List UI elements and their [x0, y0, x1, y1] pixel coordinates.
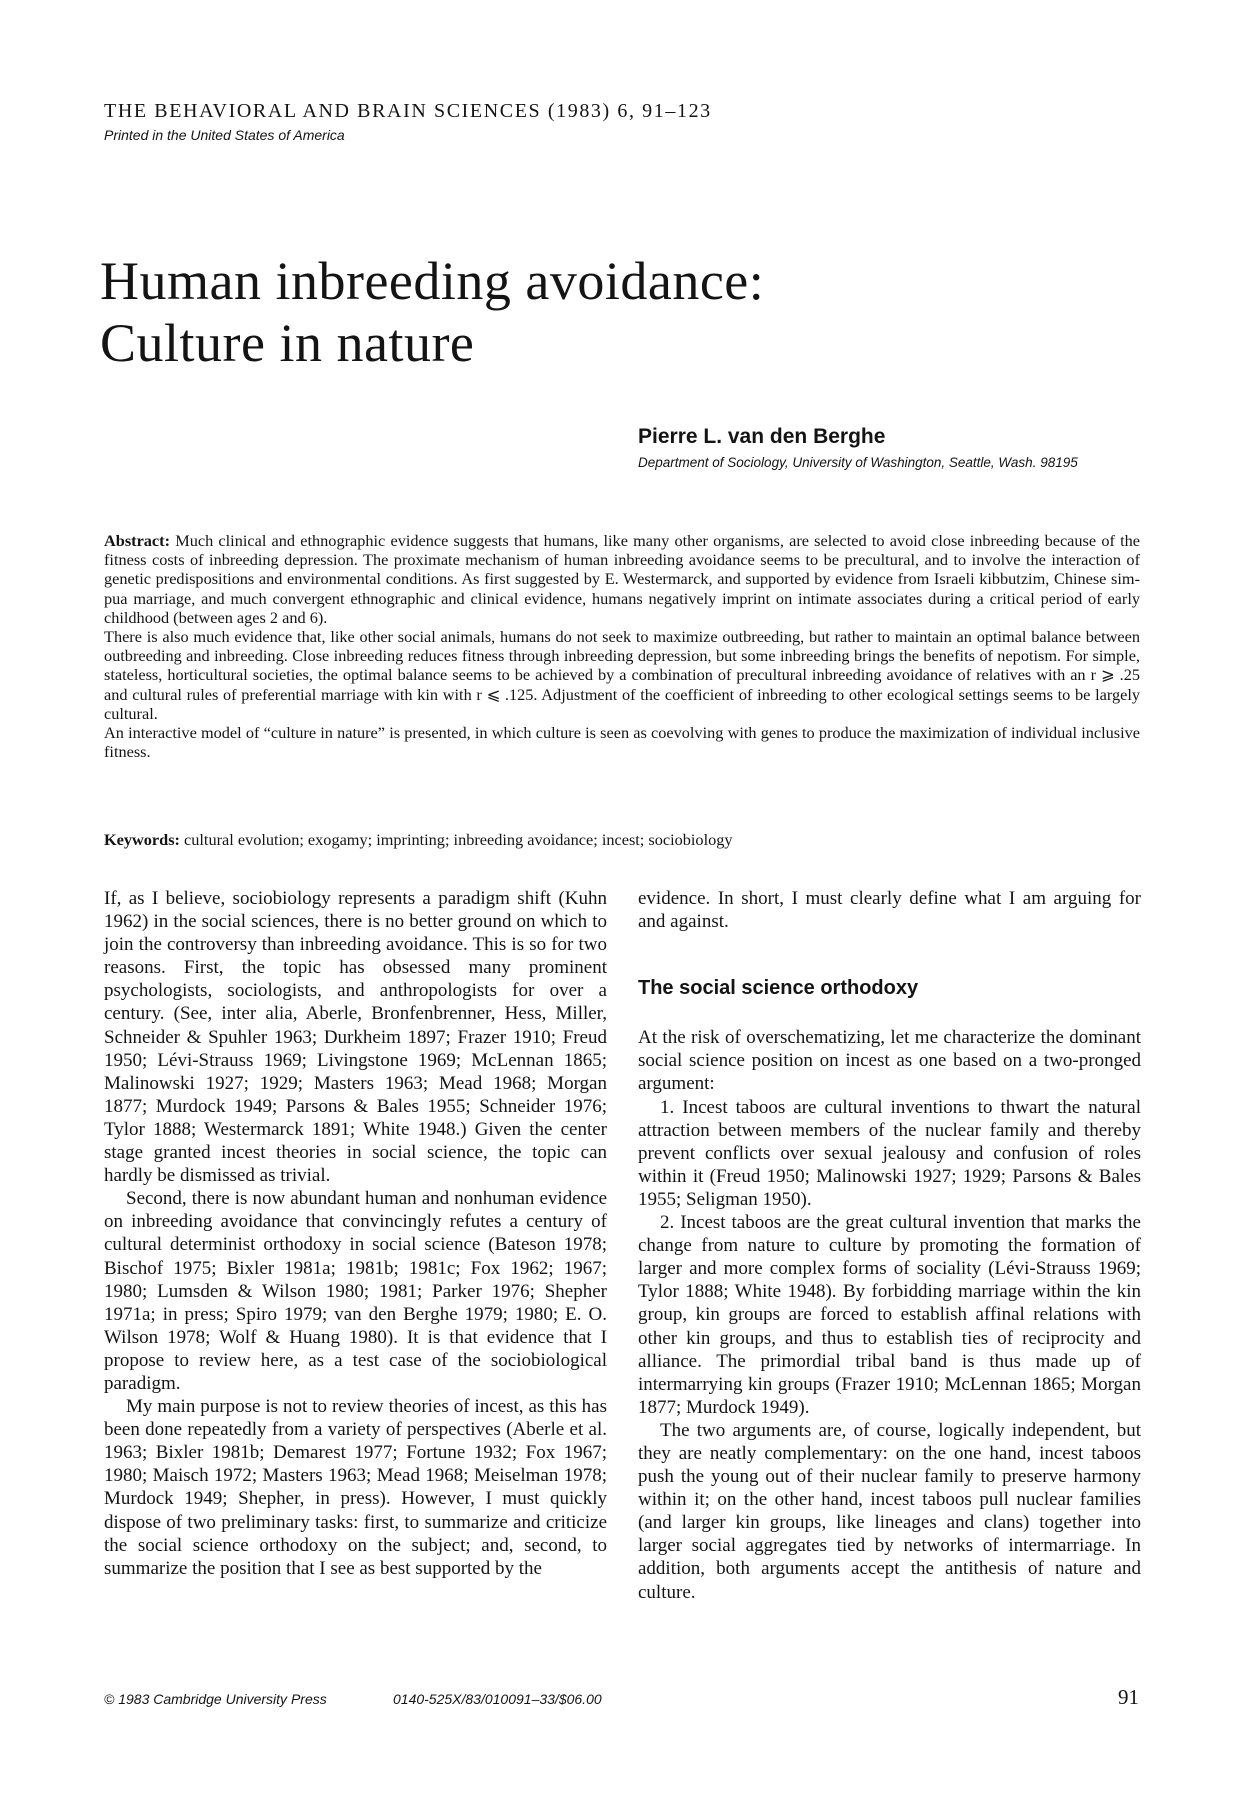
- body-paragraph: At the risk of overschematizing, let me characterize the dominant social science position on incest as one based on a two-pronged argument:: [638, 1027, 1141, 1095]
- abstract-paragraph: An interactive model of “culture in nature” is presented, in which culture is seen as coevolving with genes to produce the maximization of individual inclusive fitness.: [104, 723, 1140, 762]
- body-paragraph: If, as I believe, sociobiology represents a paradigm shift (Kuhn 1962) in the social sciences, there is no better ground on which to join the controversy than inbreeding avoidance. This is so for two reasons. First, the topic has obsessed many prominent psychologists, sociologists, and anthropologists for over a century. (See, inter alia, Aberle, Bronfenbrenner, Hess, Miller, Schneider & Spuhler 1963; Durkheim 1897; Frazer 1910; Freud 1950; Lévi-Strauss 1969; Livingstone 1969; McLennan 1865; Malinowski 1927; 1929; Masters 1963; Mead 1968; Morgan 1877; Murdock 1949; Parsons & Bales 1955; Schneider 1976; Tylor 1888; Westermarck 1891; White 1948.) Given the center stage granted incest theories in social science, the topic can hardly be dismissed as trivial.: [104, 888, 607, 1187]
- printed-location: Printed in the United States of America: [104, 127, 345, 143]
- body-column-right: [638, 887, 1141, 1604]
- abstract-label: Abstract:: [104, 531, 171, 550]
- page-number: 91: [1118, 1685, 1139, 1709]
- keywords: [104, 830, 733, 850]
- body-paragraph: The two arguments are, of course, logically independent, but they are neatly complementary: on the one hand, incest taboos push the young out of their nuclear family to preserve harmony within it; on the other hand, incest taboos pull nuclear families (and larger kin groups, like lineages and clans) together into larger social aggregates tied by networks of intermarriage. In addition, both arguments accept the antithesis of nature and culture.: [638, 1419, 1141, 1603]
- body-paragraph: My main purpose is not to review theories of incest, as this has been done repeatedly from a variety of perspectives (Aberle et al. 1963; Bixler 1981b; Demarest 1977; Fortune 1932; Fox 1967; 1980; Maisch 1972; Masters 1963; Mead 1968; Meiselman 1978; Murdock 1949; Shepher, in press). However, I must quickly dispose of two preliminary tasks: first, to summarize and criticize the social science orthodoxy on the subject; and, second, to summarize the position that I see as best supported by the: [104, 1396, 607, 1579]
- abstract-text-1: Much clinical and ethnographic evidence suggests that humans, like many other organisms, are selected to avoid close inbreeding because of the fitness costs of inbreeding depression. The proximate mechanism of human inbreeding avoidance seems to be precultural, and to involve the interaction of genetic predispositions and environmental conditions. As first suggested by E. Westermarck, and supported by evidence from Israeli kibbutzim, Chinese sim-pua marriage, and much convergent ethnographic and clinical evidence, humans negatively imprint on intimate associates during a critical period of early childhood (between ages 2 and 6).: [104, 531, 1140, 627]
- abstract: [104, 531, 1140, 761]
- body-column-left: [104, 887, 607, 1580]
- author-affiliation: Department of Sociology, University of Washington, Seattle, Wash. 98195: [638, 455, 1078, 470]
- journal-header: THE BEHAVIORAL AND BRAIN SCIENCES (1983) 6, 91–123: [104, 100, 712, 122]
- body-paragraph: 2. Incest taboos are the great cultural invention that marks the change from nature to culture by promoting the formation of larger and more complex forms of sociality (Lévi-Strauss 1969; Tylor 1888; White 1948). By forbidding marriage within the kin group, kin groups are forced to establish affinal relations with other kin groups, and thus to establish ties of reciprocity and alliance. The primordial tribal band is thus made up of intermarrying kin groups (Frazer 1910; McLennan 1865; Morgan 1877; Murdock 1949).: [638, 1212, 1141, 1418]
- paper-title-line-1: Human inbreeding avoidance:: [100, 251, 765, 311]
- footer-issn: 0140-525X/83/010091–33/$06.00: [393, 1691, 602, 1707]
- keywords-label: Keywords:: [104, 830, 180, 849]
- abstract-paragraph: There is also much evidence that, like other social animals, humans do not seek to maximize outbreeding, but rather to maintain an optimal balance between outbreeding and inbreeding. Close inbreeding reduces fitness through inbreeding depression, but some inbreeding brings the benefits of nepotism. For simple, stateless, horticultural societies, the optimal balance seems to be achieved by a combination of precultural inbreeding avoidance of relatives with an r ⩾ .25 and cultural rules of preferential marriage with kin with r ⩽ .125. Adjustment of the coefficient of inbreeding to other ecological settings seems to be largely cultural.: [104, 627, 1140, 723]
- section-heading: The social science orthodoxy: [638, 977, 919, 1000]
- footer-copyright: © 1983 Cambridge University Press: [104, 1691, 327, 1707]
- abstract-paragraph: [104, 531, 1140, 627]
- body-paragraph: evidence. In short, I must clearly define what I am arguing for and against.: [638, 888, 1141, 933]
- body-paragraph: 1. Incest taboos are cultural inventions to thwart the natural attraction between members of the nuclear family and thereby prevent conflicts over sexual jealousy and confusion of roles within it (Freud 1950; Malinowski 1927; 1929; Parsons & Bales 1955; Seligman 1950).: [638, 1096, 1141, 1210]
- author-name: Pierre L. van den Berghe: [638, 425, 886, 448]
- paper-title: [100, 250, 764, 374]
- body-paragraph: Second, there is now abundant human and nonhuman evidence on inbreeding avoidance that convincingly refutes a century of cultural determinist orthodoxy in social science (Bateson 1978; Bischof 1975; Bixler 1981a; 1981b; 1981c; Fox 1962; 1967; 1980; Lumsden & Wilson 1980; 1981; Parker 1976; Shepher 1971a; in press; Spiro 1979; van den Berghe 1979; 1980; E. O. Wilson 1978; Wolf & Huang 1980). It is that evidence that I propose to review here, as a test case of the sociobiological paradigm.: [104, 1188, 607, 1394]
- paper-title-line-2: Culture in nature: [100, 313, 475, 373]
- keywords-text: cultural evolution; exogamy; imprinting; inbreeding avoidance; incest; sociobiology: [184, 830, 733, 849]
